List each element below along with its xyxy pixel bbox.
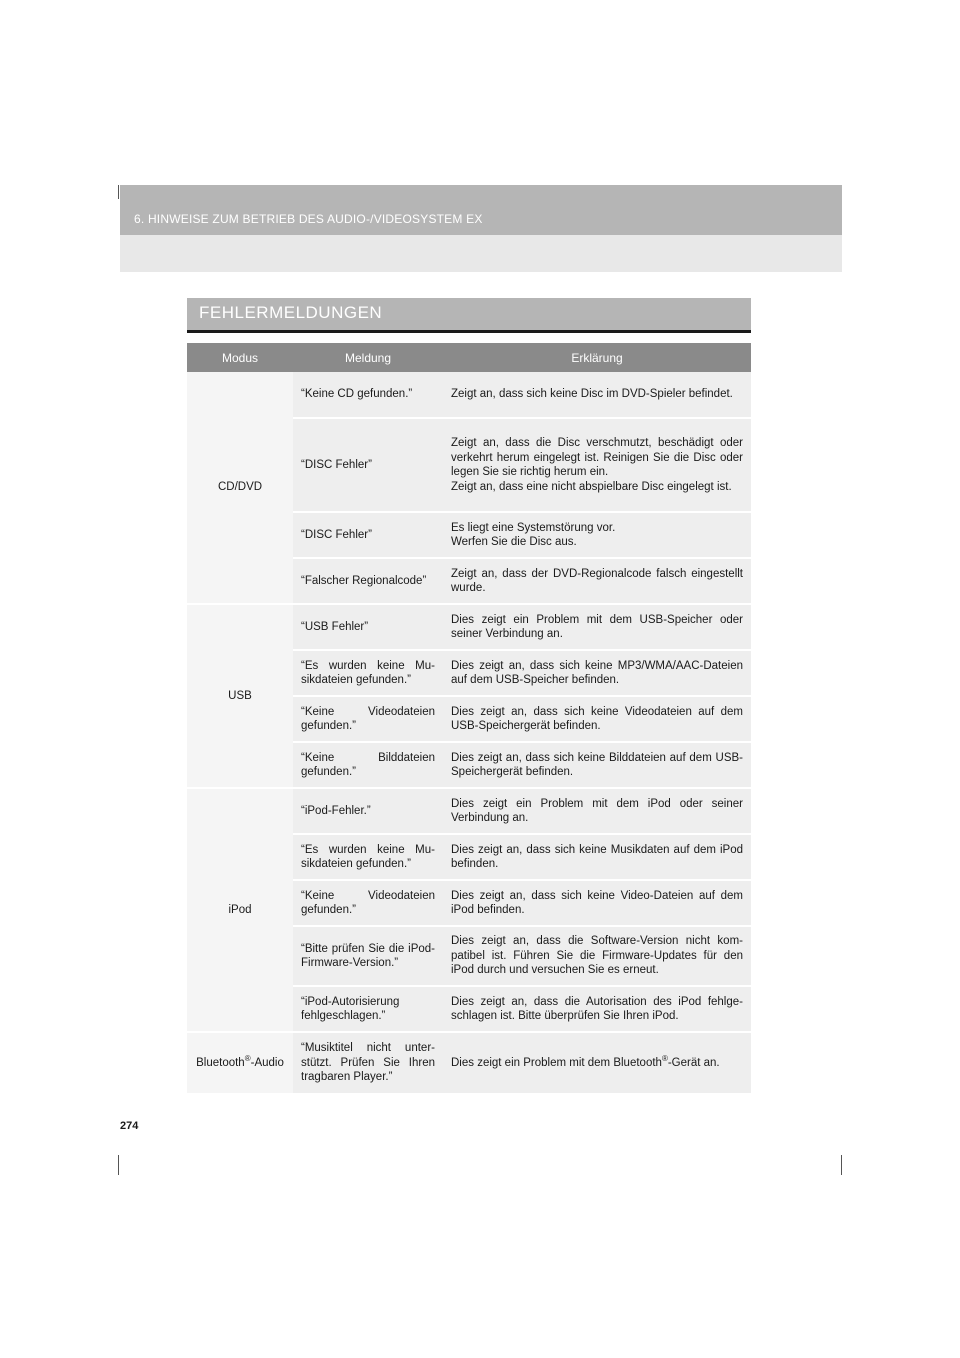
crop-mark-bottom-left <box>118 1155 119 1175</box>
mode-bluetooth-suffix: -Audio <box>250 1056 284 1069</box>
column-header-explanation: Erklärung <box>443 343 751 372</box>
crop-mark-bottom-right <box>841 1155 842 1175</box>
table-row <box>187 604 751 650</box>
column-header-mode: Modus <box>187 343 293 372</box>
message-cell: “Keine Bilddateien gefunden.” <box>293 742 443 788</box>
message-cell: “Es wurden keine Musikdateien gefunden.” <box>293 650 443 696</box>
explanation-cell: Zeigt an, dass sich keine Disc im DVD-Spieler befindet. <box>443 372 751 418</box>
registered-mark: ® <box>661 1053 668 1063</box>
section-title: FEHLERMELDUNGEN <box>199 303 383 322</box>
explanation-cell: Dies zeigt an, dass sich keine Video-Dateien auf dem iPod befinden. <box>443 880 751 926</box>
explanation-cell <box>443 512 751 558</box>
explanation-bluetooth-prefix: Dies zeigt ein Problem mit dem Bluetooth <box>451 1056 662 1069</box>
table-body <box>187 372 751 1094</box>
explanation-bluetooth-suffix: -Gerät an. <box>667 1056 720 1069</box>
crop-mark-top-left <box>118 185 119 199</box>
table-row <box>187 788 751 834</box>
column-header-message: Meldung <box>293 343 443 372</box>
explanation-cell: Dies zeigt an, dass sich keine MP3/WMA/AAC-Dateien auf dem USB-Speicher befinden. <box>443 650 751 696</box>
message-cell: “Es wurden keine Musikdateien gefunden.” <box>293 834 443 880</box>
message-cell: “DISC Fehler” <box>293 418 443 512</box>
message-cell: “iPod-Autorisierung fehlgeschlagen.” <box>293 986 443 1032</box>
explanation-cell: Dies zeigt ein Problem mit dem iPod oder seiner Verbindung an. <box>443 788 751 834</box>
message-cell: “Falscher Regionalcode” <box>293 558 443 604</box>
mode-cell-ipod: iPod <box>187 788 293 1032</box>
explanation-cell <box>443 418 751 512</box>
mode-bluetooth-prefix: Bluetooth <box>196 1056 245 1069</box>
explanation-cell: Zeigt an, dass der DVD-Regionalcode falsch eingestellt wurde. <box>443 558 751 604</box>
mode-cell-cd-dvd: CD/DVD <box>187 372 293 604</box>
message-cell: “Keine Videodateien gefunden.” <box>293 696 443 742</box>
explanation-line: Es liegt eine Systemstörung vor. Werfen Sie die Disc aus. <box>451 521 616 548</box>
table-header-row <box>187 343 751 372</box>
message-cell: “iPod-Fehler.” <box>293 788 443 834</box>
message-cell: “DISC Fehler” <box>293 512 443 558</box>
page-number: 274 <box>120 1120 139 1132</box>
message-cell: “USB Fehler” <box>293 604 443 650</box>
explanation-cell: Dies zeigt an, dass sich keine Musikdaten auf dem iPod befinden. <box>443 834 751 880</box>
section-header <box>187 298 751 333</box>
registered-mark: ® <box>244 1053 251 1063</box>
explanation-cell: Dies zeigt an, dass sich keine Videodateien auf dem USB-Speichergerät befinden. <box>443 696 751 742</box>
explanation-cell: Dies zeigt an, dass sich keine Bilddateien auf dem USB-Speichergerät befinden. <box>443 742 751 788</box>
explanation-cell <box>443 1032 751 1094</box>
message-cell: “Bitte prüfen Sie die iPod-Firmware-Version.” <box>293 926 443 986</box>
mode-cell-usb: USB <box>187 604 293 788</box>
chapter-header-subband <box>120 235 842 272</box>
explanation-cell: Dies zeigt an, dass die Software-Version nicht kompatibel ist. Führen Sie die Firmware-Updates für den iPod durch und versuchen Sie es erneut. <box>443 926 751 986</box>
message-cell: “Keine CD gefunden.” <box>293 372 443 418</box>
explanation-cell: Dies zeigt ein Problem mit dem USB-Speicher oder seiner Verbindung an. <box>443 604 751 650</box>
explanation-cell: Dies zeigt an, dass die Autorisation des iPod fehlgeschlagen ist. Bitte überprüfen Sie Ihren iPod. <box>443 986 751 1032</box>
mode-cell-bluetooth <box>187 1032 293 1094</box>
table-row <box>187 1032 751 1094</box>
chapter-header-band <box>120 185 842 235</box>
table-row <box>187 372 751 418</box>
message-cell: “Musiktitel nicht unterstützt. Prüfen Sie Ihren tragbaren Player.” <box>293 1032 443 1094</box>
explanation-line: Zeigt an, dass die Disc verschmutzt, beschädigt oder verkehrt herum eingelegt ist. Reinigen Sie die Disc oder legen Sie sie richtig herum ein. Zeigt an, dass eine nicht abspielbare Disc eingelegt ist. <box>451 437 743 493</box>
message-cell: “Keine Videodateien gefunden.” <box>293 880 443 926</box>
chapter-title: 6. HINWEISE ZUM BETRIEB DES AUDIO-/VIDEOSYSTEM EX <box>134 212 483 226</box>
error-messages-table <box>187 343 751 1095</box>
